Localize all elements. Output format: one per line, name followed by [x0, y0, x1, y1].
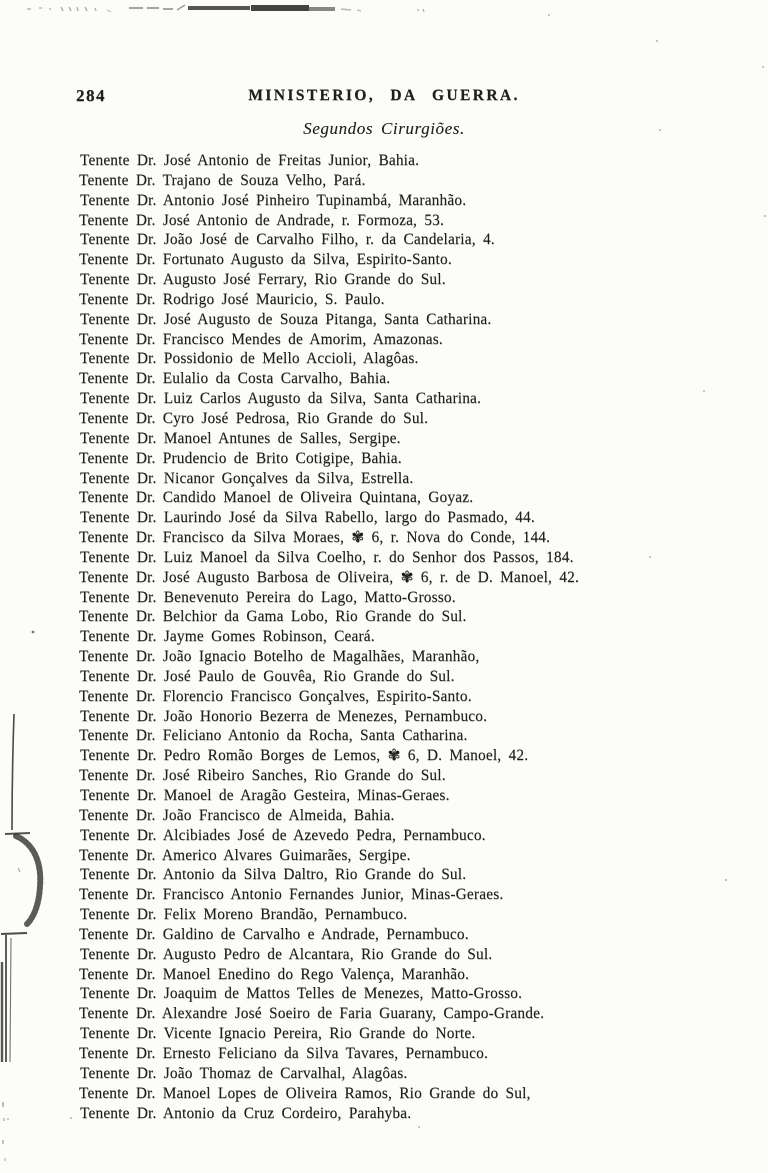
list-item-surgeon: Tenente Dr. Augusto José Ferrary, Rio Grande do Sul. — [80, 271, 446, 289]
scan-artifact-left-margin — [0, 622, 52, 1067]
list-item-surgeon: Tenente Dr. Manoel de Aragão Gesteira, Minas-Geraes. — [80, 787, 450, 804]
scan-noise-dot — [764, 215, 766, 217]
scan-artifact-bottom-left — [1, 1098, 15, 1168]
list-item-surgeon: Tenente Dr. José Paulo de Gouvêa, Rio Grande do Sul. — [80, 667, 455, 685]
list-item-surgeon: Tenente Dr. Augusto Pedro de Alcantara, Rio Grande do Sul. — [80, 945, 493, 963]
list-item-surgeon: Tenente Dr. Belchior da Gama Lobo, Rio Grande do Sul. — [79, 608, 467, 626]
scan-artifact-top-smudge — [25, 1, 455, 17]
list-item-surgeon: Tenente Dr. João Honorio Bezerra de Menezes, Pernambuco. — [80, 707, 488, 725]
list-item-surgeon: Tenente Dr. Fortunato Augusto da Silva, Espirito-Santo. — [79, 251, 452, 269]
list-item-surgeon: Tenente Dr. Cyro José Pedrosa, Rio Grande do Sul. — [79, 409, 429, 427]
list-item-surgeon: Tenente Dr. Luiz Carlos Augusto da Silva, Santa Catharina. — [80, 390, 482, 408]
list-item-surgeon: Tenente Dr. José Augusto de Souza Pitanga, Santa Catharina. — [80, 310, 492, 328]
list-item-surgeon: Tenente Dr. Trajano de Souza Velho, Pará. — [79, 171, 366, 189]
list-item-surgeon: Tenente Dr. Alcibiades José de Azevedo Pedra, Pernambuco. — [80, 826, 486, 844]
scan-noise-dot — [418, 1126, 420, 1128]
scan-noise-dot — [548, 14, 550, 16]
list-item-surgeon: Tenente Dr. Ernesto Feliciano da Silva Tavares, Pernambuco. — [79, 1044, 488, 1062]
list-item-surgeon: Tenente Dr. Antonio José Pinheiro Tupinambá, Maranhão. — [80, 191, 467, 209]
list-item-surgeon: Tenente Dr. Manoel Lopes de Oliveira Ramos, Rio Grande do Sul, — [79, 1084, 531, 1102]
scan-noise-dot — [656, 40, 658, 42]
list-item-surgeon: Tenente Dr. Felix Moreno Brandão, Pernambuco. — [80, 906, 408, 924]
list-item-surgeon: Tenente Dr. Rodrigo José Mauricio, S. Paulo. — [79, 290, 385, 308]
page-number: 284 — [76, 86, 106, 105]
list-item-surgeon: Tenente Dr. José Antonio de Andrade, r. Formoza, 53. — [79, 211, 445, 229]
page-header-title: MINISTERIO, DA GUERRA. — [248, 87, 520, 104]
section-title: Segundos Cirurgiões. — [303, 119, 465, 138]
scan-noise-dot — [762, 66, 764, 68]
list-item-surgeon: Tenente Dr. Feliciano Antonio da Rocha, Santa Catharina. — [79, 727, 468, 745]
list-item-surgeon: Tenente Dr. João Thomaz de Carvalhal, Alagôas. — [80, 1064, 408, 1082]
list-item-surgeon: Tenente Dr. Galdino de Carvalho e Andrade, Pernambuco. — [79, 925, 469, 943]
list-item-surgeon: Tenente Dr. Antonio da Silva Daltro, Rio Grande do Sul. — [80, 866, 467, 884]
list-item-surgeon: Tenente Dr. Manoel Antunes de Salles, Sergipe. — [80, 429, 401, 447]
list-item-surgeon: Tenente Dr. Luiz Manoel da Silva Coelho, r. do Senhor dos Passos, 184. — [80, 548, 574, 566]
list-item-surgeon: Tenente Dr. José Ribeiro Sanches, Rio Grande do Sul. — [79, 767, 446, 785]
list-item-surgeon: Tenente Dr. Vicente Ignacio Pereira, Rio Grande do Norte. — [80, 1025, 476, 1043]
list-item-surgeon: Tenente Dr. Eulalio da Costa Carvalho, Bahia. — [79, 370, 391, 388]
list-item-surgeon: Tenente Dr. Francisco Antonio Fernandes Junior, Minas-Geraes. — [79, 886, 504, 904]
scan-noise-dot — [70, 1117, 72, 1119]
list-item-surgeon: Tenente Dr. Antonio da Cruz Cordeiro, Parahyba. — [80, 1104, 412, 1122]
list-item-surgeon: Tenente Dr. Jayme Gomes Robinson, Ceará. — [80, 628, 375, 646]
surgeons-list — [79, 151, 760, 1123]
list-item-surgeon: Tenente Dr. Pedro Romão Borges de Lemos, ✾ 6, D. Manoel, 42. — [80, 747, 529, 765]
list-item-surgeon: Tenente Dr. José Antonio de Freitas Junior, Bahia. — [80, 152, 420, 169]
list-item-surgeon: Tenente Dr. Prudencio de Brito Cotigipe, Bahia. — [79, 449, 402, 467]
list-item-surgeon: Tenente Dr. Possidonio de Mello Accioli, Alagôas. — [80, 350, 419, 368]
list-item-surgeon: Tenente Dr. Joaquim de Mattos Telles de Menezes, Matto-Grosso. — [80, 985, 523, 1003]
list-item-surgeon: Tenente Dr. João José de Carvalho Filho, r. da Candelaria, 4. — [80, 231, 495, 249]
list-item-surgeon: Tenente Dr. Nicanor Gonçalves da Silva, Estrella. — [80, 469, 414, 487]
list-item-surgeon: Tenente Dr. Candido Manoel de Oliveira Quintana, Goyaz. — [79, 489, 474, 507]
list-item-surgeon: Tenente Dr. Americo Alvares Guimarães, Sergipe. — [79, 846, 411, 864]
list-item-surgeon: Tenente Dr. Francisco da Silva Moraes, ✾ 6, r. Nova do Conde, 144. — [79, 529, 551, 547]
list-item-surgeon: Tenente Dr. Benevenuto Pereira do Lago, Matto-Grosso. — [80, 588, 456, 606]
list-item-surgeon: Tenente Dr. Laurindo José da Silva Rabello, largo do Pasmado, 44. — [80, 509, 535, 527]
list-item-surgeon: Tenente Dr. Alexandre José Soeiro de Faria Guarany, Campo-Grande. — [79, 1005, 545, 1023]
list-item-surgeon: Tenente Dr. Manoel Enedino do Rego Valença, Maranhão. — [79, 965, 470, 983]
list-item-surgeon: Tenente Dr. Florencio Francisco Gonçalves, Espirito-Santo. — [79, 687, 472, 705]
list-item-surgeon: Tenente Dr. Francisco Mendes de Amorim, Amazonas. — [79, 330, 443, 348]
list-item-surgeon: Tenente Dr. João Francisco de Almeida, Bahia. — [79, 806, 395, 824]
list-item-surgeon: Tenente Dr. João Ignacio Botelho de Magalhães, Maranhão, — [79, 648, 480, 666]
list-item-surgeon: Tenente Dr. José Augusto Barbosa de Oliveira, ✾ 6, r. de D. Manoel, 42. — [79, 568, 580, 586]
